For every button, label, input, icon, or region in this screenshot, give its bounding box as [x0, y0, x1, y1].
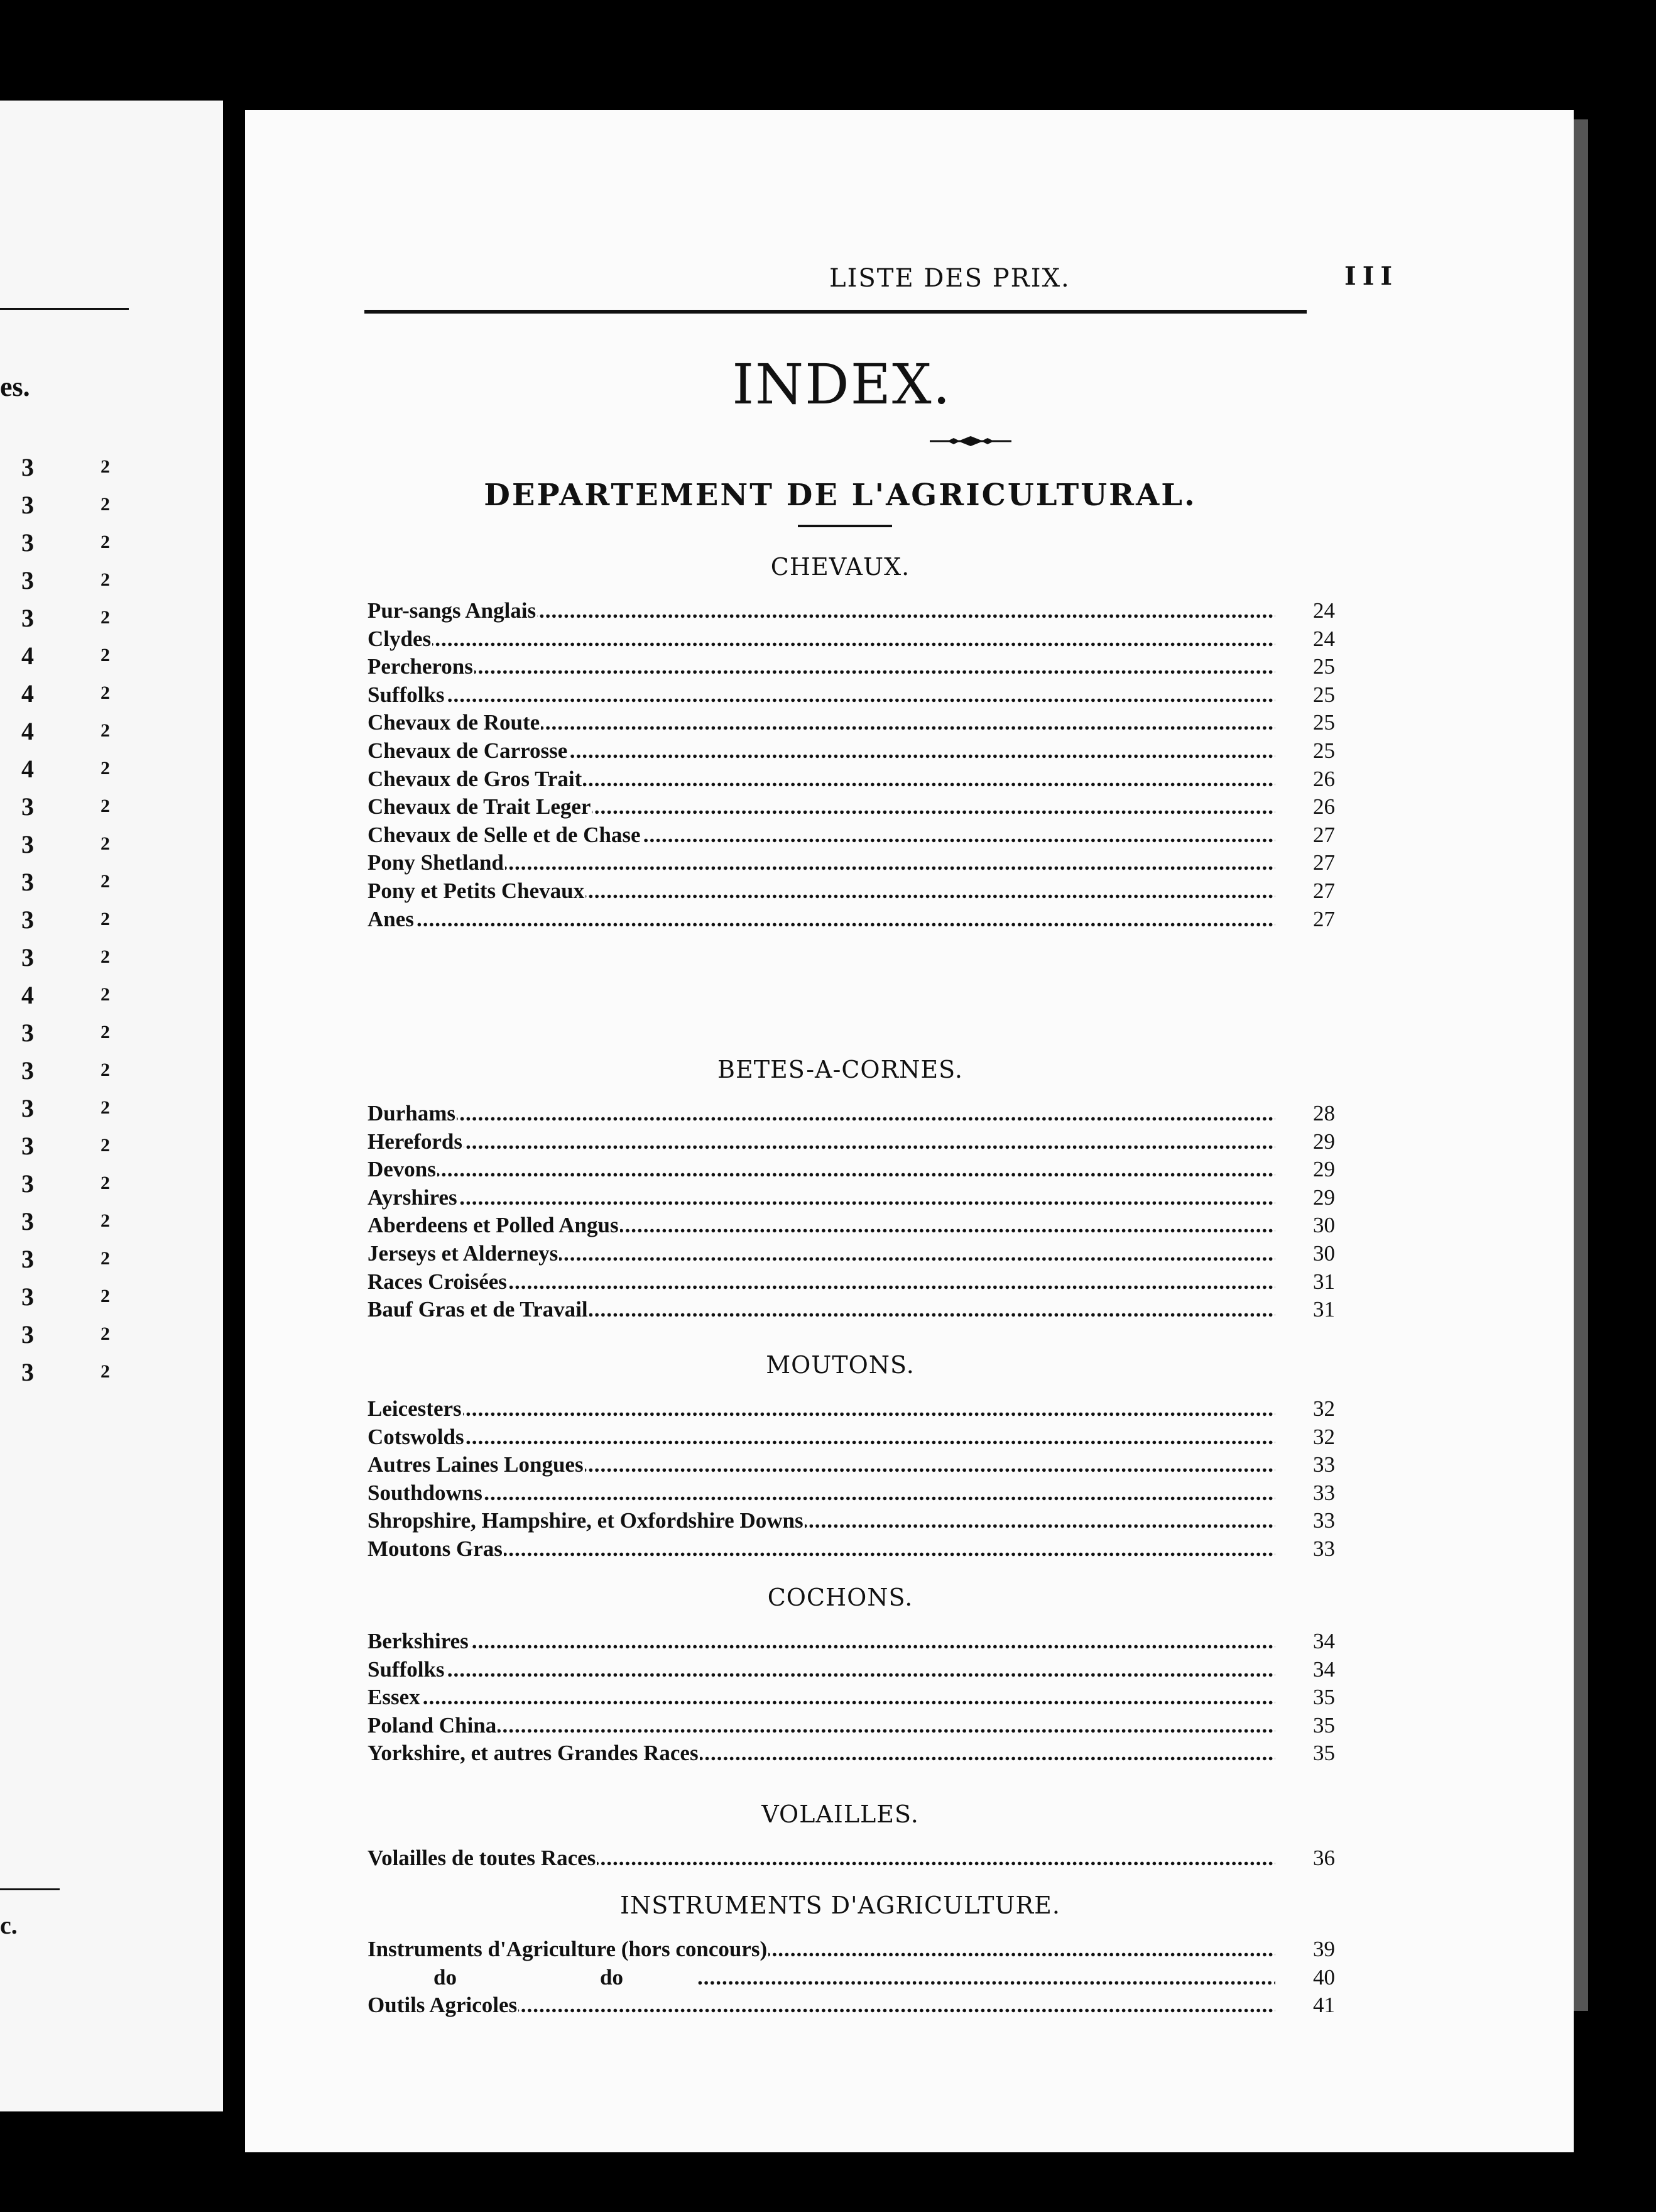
- left-page-number-b: 2: [101, 1022, 110, 1043]
- left-page-number-a: 3: [21, 566, 34, 594]
- entry-page-number: 26: [1313, 766, 1335, 791]
- left-page-number-a: 3: [21, 830, 34, 858]
- entry-page-number: 29: [1313, 1129, 1335, 1154]
- entry-label: Races Croisées: [368, 1269, 507, 1294]
- left-page-row: [0, 452, 223, 490]
- left-page-number-b: 2: [101, 871, 110, 892]
- dot-leader: [368, 1657, 1275, 1682]
- short-rule: [798, 525, 892, 527]
- left-page-number-a: 3: [21, 453, 34, 481]
- entry-label: Leicesters: [368, 1396, 462, 1421]
- entry-label: Berkshires: [368, 1629, 469, 1653]
- left-page-number-a: 3: [21, 1320, 34, 1349]
- ornament-divider-icon: [930, 434, 1011, 449]
- section-title: INSTRUMENTS D'AGRICULTURE.: [619, 1892, 1060, 1919]
- entry-label: Chevaux de Route: [368, 710, 540, 735]
- left-page-number-a: 3: [21, 1132, 34, 1160]
- entry-page-number: 24: [1313, 598, 1335, 623]
- dot-leader: [368, 1396, 1275, 1421]
- dot-leader: [697, 1965, 1275, 1990]
- dot-leader: [368, 1425, 1275, 1450]
- index-entry: [368, 1396, 1335, 1425]
- index-entry: [368, 1965, 1335, 1993]
- left-page-rule: [0, 308, 129, 310]
- left-page-number-b: 2: [101, 946, 110, 967]
- entry-page-number: 27: [1313, 822, 1335, 847]
- index-entry: [368, 1213, 1335, 1241]
- index-entry: [368, 1269, 1335, 1298]
- left-page-number-b: 2: [101, 1135, 110, 1156]
- index-entry: [368, 1846, 1335, 1874]
- left-page-number-b: 2: [101, 796, 110, 816]
- index-entry: [368, 1629, 1335, 1657]
- index-entry: [368, 598, 1335, 627]
- entry-page-number: 24: [1313, 626, 1335, 651]
- left-page-number-a: 3: [21, 1358, 34, 1386]
- section-title: COCHONS.: [767, 1584, 913, 1611]
- entry-page-number: 27: [1313, 850, 1335, 875]
- page-number: III: [1344, 261, 1399, 291]
- header-rule: [364, 310, 1307, 314]
- entry-page-number: 29: [1313, 1157, 1335, 1182]
- left-page-number-b: 2: [101, 1361, 110, 1382]
- entry-page-number: 27: [1313, 878, 1335, 903]
- index-entry: [368, 879, 1335, 907]
- index-entry: [368, 767, 1335, 795]
- entry-label: Shropshire, Hampshire, et Oxfordshire Downs: [368, 1508, 803, 1533]
- left-page-number-b: 2: [101, 494, 110, 515]
- entry-label: Percherons: [368, 654, 473, 679]
- left-facing-page: [0, 101, 223, 2111]
- left-page-number-b: 2: [101, 569, 110, 590]
- index-entry: [368, 1993, 1335, 2021]
- ditto-mark: do: [600, 1964, 623, 1990]
- dot-leader: [368, 1157, 1275, 1182]
- entry-label: Suffolks: [368, 682, 445, 707]
- left-page-number-b: 2: [101, 1248, 110, 1269]
- entry-label: Jerseys et Alderneys: [368, 1240, 558, 1266]
- entry-page-number: 33: [1313, 1536, 1335, 1561]
- index-entry: [368, 1937, 1335, 1965]
- left-page-row: [0, 716, 223, 754]
- entry-page-number: 25: [1313, 710, 1335, 735]
- left-page-number-column: [0, 452, 223, 1395]
- entry-page-number: 35: [1313, 1741, 1335, 1766]
- running-head: LISTE DES PRIX.: [829, 264, 1070, 293]
- entry-label: Pony et Petits Chevaux: [368, 878, 585, 903]
- dot-leader: [368, 1101, 1275, 1126]
- left-page-number-b: 2: [101, 682, 110, 703]
- left-page-number-a: 3: [21, 943, 34, 972]
- entry-page-number: 28: [1313, 1101, 1335, 1125]
- left-page-row: [0, 1056, 223, 1093]
- entry-page-number: 30: [1313, 1240, 1335, 1266]
- index-entry: [368, 1685, 1335, 1713]
- left-page-number-b: 2: [101, 1173, 110, 1193]
- entry-page-number: 34: [1313, 1629, 1335, 1653]
- entry-label: Aberdeens et Polled Angus: [368, 1213, 619, 1238]
- index-entry: [368, 1657, 1335, 1685]
- left-page-row: [0, 943, 223, 980]
- left-page-number-b: 2: [101, 1323, 110, 1344]
- entry-page-number: 33: [1313, 1480, 1335, 1505]
- left-page-row: [0, 754, 223, 792]
- left-page-row: [0, 1093, 223, 1131]
- dot-leader: [368, 1185, 1275, 1210]
- left-page-row: [0, 1169, 223, 1207]
- section-title: VOLAILLES.: [761, 1800, 919, 1828]
- left-page-number-a: 4: [21, 717, 34, 745]
- left-page-row: [0, 1282, 223, 1320]
- entry-label: Suffolks: [368, 1656, 445, 1682]
- index-page: [245, 110, 1574, 2152]
- entry-page-number: 32: [1313, 1424, 1335, 1449]
- dot-leader: [368, 907, 1275, 932]
- left-page-number-a: 3: [21, 528, 34, 557]
- entry-label: Chevaux de Selle et de Chase: [368, 822, 641, 847]
- index-entry: [368, 1425, 1335, 1453]
- left-page-number-b: 2: [101, 909, 110, 929]
- left-page-number-a: 4: [21, 981, 34, 1009]
- left-page-row: [0, 867, 223, 905]
- index-entry: [368, 794, 1335, 823]
- entry-page-number: 40: [1313, 1964, 1335, 1990]
- section-entry-list: [368, 1846, 1335, 1874]
- entry-label: Pony Shetland: [368, 850, 504, 875]
- dot-leader: [368, 1129, 1275, 1154]
- entry-page-number: 26: [1313, 794, 1335, 819]
- left-page-number-a: 3: [21, 491, 34, 519]
- left-page-number-a: 3: [21, 1207, 34, 1235]
- entry-label: Chevaux de Carrosse: [368, 738, 568, 763]
- department-heading: DEPARTEMENT DE L'AGRICULTURAL.: [484, 478, 1197, 513]
- left-page-row: [0, 1018, 223, 1056]
- index-entry: [368, 1241, 1335, 1269]
- dot-leader: [368, 1481, 1275, 1506]
- left-page-number-a: 3: [21, 1245, 34, 1273]
- entry-label: Ayrshires: [368, 1185, 457, 1210]
- left-page-row: [0, 603, 223, 641]
- entry-page-number: 36: [1313, 1846, 1335, 1870]
- index-entry: [368, 682, 1335, 711]
- index-entry: [368, 1157, 1335, 1185]
- left-page-row: [0, 1357, 223, 1395]
- section-entry-list: [368, 1629, 1335, 1769]
- index-entry: [368, 1508, 1335, 1536]
- dot-leader: [368, 682, 1275, 708]
- index-entry: [368, 823, 1335, 851]
- entry-page-number: 33: [1313, 1452, 1335, 1477]
- entry-label: Yorkshire, et autres Grandes Races: [368, 1741, 699, 1766]
- left-page-number-a: 4: [21, 679, 34, 708]
- left-page-row: [0, 1207, 223, 1244]
- entry-label: Essex: [368, 1685, 420, 1710]
- left-page-row: [0, 490, 223, 528]
- entry-label: Anes: [368, 906, 414, 931]
- index-entry: [368, 1452, 1335, 1481]
- section-entry-list: [368, 1101, 1335, 1325]
- left-page-number-a: 3: [21, 604, 34, 632]
- entry-page-number: 30: [1313, 1213, 1335, 1238]
- entry-label: Durhams: [368, 1101, 456, 1125]
- left-page-number-a: 4: [21, 642, 34, 670]
- index-entry: [368, 654, 1335, 682]
- page-header: [364, 261, 1558, 302]
- index-entry: [368, 1297, 1335, 1325]
- left-page-number-a: 4: [21, 755, 34, 783]
- dot-leader: [368, 654, 1275, 679]
- index-entry: [368, 1713, 1335, 1741]
- index-entry: [368, 627, 1335, 655]
- entry-label: Clydes: [368, 626, 432, 651]
- left-page-row: [0, 830, 223, 867]
- entry-label: Outils Agricoles: [368, 1993, 518, 2018]
- page-title: INDEX.: [732, 352, 952, 417]
- entry-label: Chevaux de Trait Leger: [368, 794, 591, 819]
- left-page-rule-bottom: [0, 1888, 60, 1890]
- left-page-number-a: 3: [21, 1019, 34, 1047]
- entry-page-number: 35: [1313, 1712, 1335, 1738]
- entry-label: Chevaux de Gros Trait: [368, 766, 582, 791]
- left-page-number-a: 3: [21, 1169, 34, 1198]
- left-page-fragment-bottom: c.: [0, 1911, 18, 1939]
- left-page-row: [0, 641, 223, 679]
- entry-label: Cotswolds: [368, 1424, 464, 1449]
- left-page-number-b: 2: [101, 833, 110, 854]
- entry-label: Herefords: [368, 1129, 462, 1154]
- entry-page-number: 27: [1313, 906, 1335, 931]
- entry-label: Moutons Gras: [368, 1536, 503, 1561]
- dot-leader: [368, 1713, 1275, 1738]
- entry-page-number: 29: [1313, 1185, 1335, 1210]
- left-page-number-b: 2: [101, 720, 110, 741]
- left-page-number-b: 2: [101, 1210, 110, 1231]
- section-entry-list: [368, 1396, 1335, 1565]
- left-page-row: [0, 1131, 223, 1169]
- index-entry: [368, 1481, 1335, 1509]
- index-entry: [368, 1741, 1335, 1769]
- entry-page-number: 33: [1313, 1508, 1335, 1533]
- entry-page-number: 41: [1313, 1993, 1335, 2018]
- entry-label: Instruments d'Agriculture (hors concours): [368, 1937, 768, 1961]
- left-page-row: [0, 566, 223, 603]
- left-page-number-a: 3: [21, 792, 34, 821]
- index-entry: [368, 1129, 1335, 1158]
- left-page-row: [0, 905, 223, 943]
- left-page-row: [0, 528, 223, 566]
- left-page-number-b: 2: [101, 1286, 110, 1306]
- left-page-fragment-top: es.: [0, 371, 30, 402]
- dot-leader: [368, 627, 1275, 652]
- entry-label: Pur-sangs Anglais: [368, 598, 537, 623]
- left-page-number-b: 2: [101, 645, 110, 665]
- ditto-mark: do: [433, 1964, 457, 1990]
- entry-page-number: 32: [1313, 1396, 1335, 1421]
- entry-label: Devons: [368, 1157, 436, 1182]
- section-title: CHEVAUX.: [770, 553, 910, 581]
- entry-label: Autres Laines Longues: [368, 1452, 584, 1477]
- entry-label: Poland China: [368, 1712, 497, 1738]
- section-entry-list: [368, 1937, 1335, 2021]
- left-page-row: [0, 679, 223, 716]
- index-entry: [368, 1536, 1335, 1565]
- index-entry: [368, 1185, 1335, 1213]
- left-page-number-a: 3: [21, 1056, 34, 1085]
- left-page-number-b: 2: [101, 607, 110, 628]
- section-entry-list: [368, 598, 1335, 934]
- entry-label: Bauf Gras et de Travail: [368, 1297, 588, 1322]
- left-page-row: [0, 980, 223, 1018]
- entry-label: Southdowns: [368, 1480, 482, 1505]
- index-entry: [368, 850, 1335, 879]
- entry-page-number: 39: [1313, 1937, 1335, 1961]
- section-title: MOUTONS.: [766, 1351, 915, 1379]
- index-entry: [368, 907, 1335, 935]
- entry-page-number: 25: [1313, 682, 1335, 707]
- left-page-number-b: 2: [101, 984, 110, 1005]
- left-page-number-a: 3: [21, 906, 34, 934]
- section-title: BETES-A-CORNES.: [717, 1056, 963, 1083]
- left-page-row: [0, 792, 223, 830]
- entry-page-number: 31: [1313, 1297, 1335, 1322]
- entry-page-number: 25: [1313, 654, 1335, 679]
- entry-page-number: 25: [1313, 738, 1335, 763]
- left-page-number-b: 2: [101, 758, 110, 779]
- dot-leader: [368, 1685, 1275, 1710]
- left-page-number-b: 2: [101, 456, 110, 477]
- dot-leader: [368, 1629, 1275, 1654]
- entry-page-number: 35: [1313, 1685, 1335, 1710]
- left-page-number-b: 2: [101, 532, 110, 552]
- entry-page-number: 34: [1313, 1656, 1335, 1682]
- index-entry: [368, 738, 1335, 767]
- index-entry: [368, 1101, 1335, 1129]
- left-page-number-a: 3: [21, 1283, 34, 1311]
- index-entry: [368, 710, 1335, 738]
- left-page-row: [0, 1320, 223, 1357]
- left-page-number-b: 2: [101, 1059, 110, 1080]
- left-page-row: [0, 1244, 223, 1282]
- left-page-number-a: 3: [21, 868, 34, 896]
- left-page-number-b: 2: [101, 1097, 110, 1118]
- entry-page-number: 31: [1313, 1269, 1335, 1294]
- entry-label: Volailles de toutes Races: [368, 1846, 596, 1870]
- left-page-number-a: 3: [21, 1094, 34, 1122]
